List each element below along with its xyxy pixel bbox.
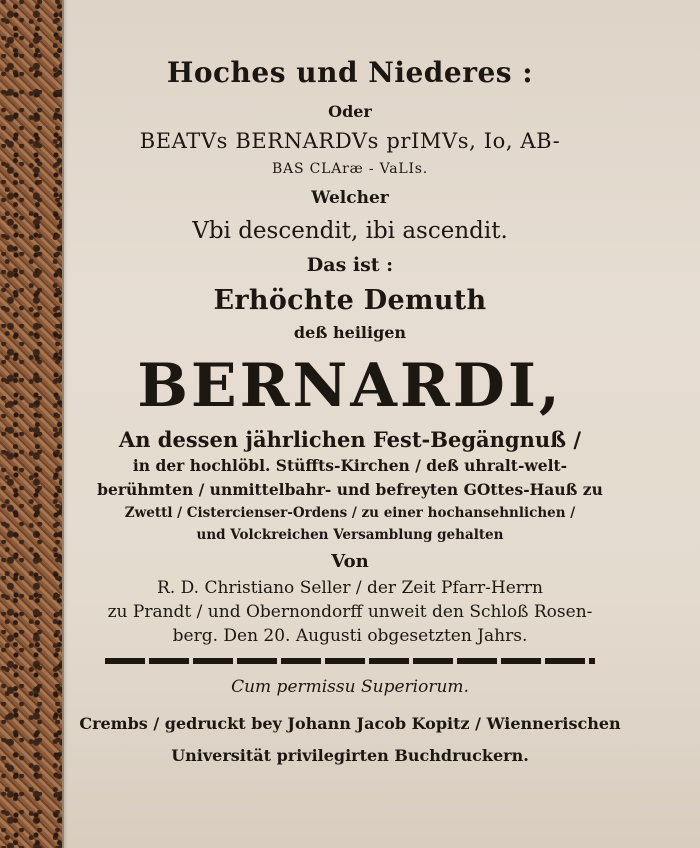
body-line-1: An dessen jährlichen Fest-Begängnuß / [118, 427, 582, 452]
latin-title-line-2: BAS CLAræ - VaLIs. [271, 161, 429, 177]
latin-title-line-1: BEATVs BERNARDVs prIMVs, Io, AB- [139, 129, 561, 153]
title-page-content [68, 48, 632, 768]
body-line-4: Zwettl / Cistercienser-Ordens / zu einer hochansehnlichen / [124, 505, 576, 521]
welcher-line: Welcher [311, 188, 389, 208]
body-line-2: in der hochlöbl. Stüffts-Kirchen / deß uhralt-welt- [132, 456, 568, 475]
dess-heiligen-line: deß heiligen [293, 323, 407, 342]
bernardi-heading: BERNARDI, [137, 351, 563, 421]
body-line-5: und Volckreichen Versamblung gehalten [196, 527, 504, 543]
erhoechte-demuth-line: Erhöchte Demuth [213, 285, 487, 316]
author-line-2: zu Prandt / und Obernondorff unweit den Schloß Rosen- [107, 602, 593, 622]
decorative-rule [105, 658, 595, 664]
von-line: Von [331, 551, 369, 572]
main-title: Hoches und Niederes : [166, 56, 534, 89]
das-ist-line: Das ist : [306, 254, 394, 276]
permission-line: Cum permissu Superiorum. [231, 677, 469, 697]
printer-line-1: Crembs / gedruckt bey Johann Jacob Kopitz / Wiennerischen [79, 714, 621, 733]
author-line-3: berg. Den 20. Augusti obgesetzten Jahrs. [172, 626, 528, 646]
body-line-3: berühmten / unmittelbahr- und befreyten GOttes-Hauß zu [97, 480, 603, 499]
printer-line-2: Universität privilegirten Buchdruckern. [171, 746, 529, 765]
vbi-line: Vbi descendit, ibi ascendit. [192, 218, 508, 244]
author-line-1: R. D. Christiano Seller / der Zeit Pfarr-Herrn [157, 578, 543, 598]
marbled-spine [0, 0, 64, 848]
oder-line: Oder [328, 102, 372, 121]
